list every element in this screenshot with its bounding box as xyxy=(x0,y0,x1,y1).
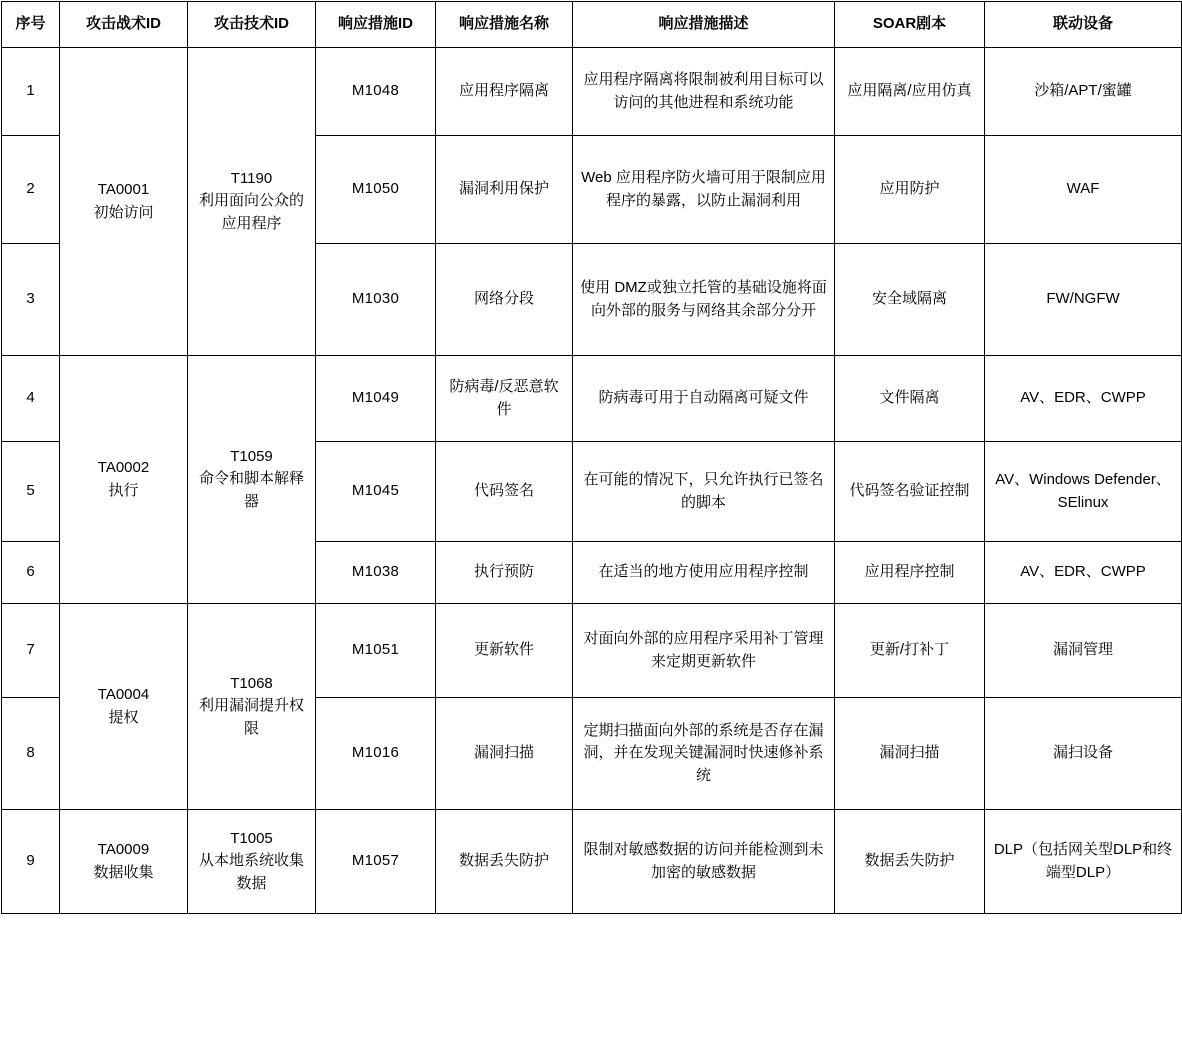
cell-technique-id: T1059 命令和脚本解释器 xyxy=(188,356,316,604)
cell-linked-device: 沙箱/APT/蜜罐 xyxy=(985,48,1182,136)
table-body xyxy=(2,48,1182,914)
cell-soar-playbook: 漏洞扫描 xyxy=(835,698,985,810)
column-header-technique-id: 攻击技术ID xyxy=(188,2,316,48)
column-header-linked-device: 联动设备 xyxy=(985,2,1182,48)
cell-measure-id: M1016 xyxy=(316,698,436,810)
column-header-measure-id: 响应措施ID xyxy=(316,2,436,48)
cell-measure-name: 漏洞扫描 xyxy=(436,698,573,810)
cell-measure-name: 更新软件 xyxy=(436,604,573,698)
cell-linked-device: 漏扫设备 xyxy=(985,698,1182,810)
table-header xyxy=(2,2,1182,48)
cell-index: 2 xyxy=(2,136,60,244)
cell-linked-device: AV、Windows Defender、SElinux xyxy=(985,442,1182,542)
cell-index: 1 xyxy=(2,48,60,136)
cell-index: 8 xyxy=(2,698,60,810)
table-row xyxy=(2,356,1182,442)
table-header-row xyxy=(2,2,1182,48)
cell-soar-playbook: 更新/打补丁 xyxy=(835,604,985,698)
cell-measure-name: 防病毒/反恶意软件 xyxy=(436,356,573,442)
cell-tactic-id: TA0001 初始访问 xyxy=(60,48,188,356)
cell-index: 9 xyxy=(2,810,60,914)
cell-linked-device: AV、EDR、CWPP xyxy=(985,542,1182,604)
cell-index: 6 xyxy=(2,542,60,604)
column-header-measure-description: 响应措施描述 xyxy=(573,2,835,48)
cell-soar-playbook: 应用防护 xyxy=(835,136,985,244)
column-header-measure-name: 响应措施名称 xyxy=(436,2,573,48)
cell-measure-description: 防病毒可用于自动隔离可疑文件 xyxy=(573,356,835,442)
cell-measure-id: M1045 xyxy=(316,442,436,542)
cell-measure-id: M1038 xyxy=(316,542,436,604)
column-header-index: 序号 xyxy=(2,2,60,48)
cell-measure-name: 数据丢失防护 xyxy=(436,810,573,914)
cell-measure-id: M1051 xyxy=(316,604,436,698)
cell-linked-device: DLP（包括网关型DLP和终端型DLP） xyxy=(985,810,1182,914)
cell-measure-description: 应用程序隔离将限制被利用目标可以访问的其他进程和系统功能 xyxy=(573,48,835,136)
cell-technique-id: T1068 利用漏洞提升权限 xyxy=(188,604,316,810)
cell-tactic-id: TA0009 数据收集 xyxy=(60,810,188,914)
cell-index: 5 xyxy=(2,442,60,542)
cell-measure-description: 在可能的情况下，只允许执行已签名的脚本 xyxy=(573,442,835,542)
cell-measure-name: 漏洞利用保护 xyxy=(436,136,573,244)
column-header-soar-playbook: SOAR剧本 xyxy=(835,2,985,48)
table-row xyxy=(2,604,1182,698)
cell-linked-device: AV、EDR、CWPP xyxy=(985,356,1182,442)
cell-linked-device: 漏洞管理 xyxy=(985,604,1182,698)
cell-soar-playbook: 代码签名验证控制 xyxy=(835,442,985,542)
cell-measure-id: M1057 xyxy=(316,810,436,914)
cell-measure-name: 应用程序隔离 xyxy=(436,48,573,136)
cell-measure-id: M1050 xyxy=(316,136,436,244)
table-row xyxy=(2,48,1182,136)
cell-measure-name: 网络分段 xyxy=(436,244,573,356)
table-row xyxy=(2,810,1182,914)
cell-measure-description: 使用 DMZ或独立托管的基础设施将面向外部的服务与网络其余部分分开 xyxy=(573,244,835,356)
cell-technique-id: T1005 从本地系统收集数据 xyxy=(188,810,316,914)
cell-index: 7 xyxy=(2,604,60,698)
cell-measure-description: 定期扫描面向外部的系统是否存在漏洞，并在发现关键漏洞时快速修补系统 xyxy=(573,698,835,810)
response-measures-table xyxy=(1,1,1182,914)
cell-linked-device: WAF xyxy=(985,136,1182,244)
cell-measure-description: 限制对敏感数据的访问并能检测到未加密的敏感数据 xyxy=(573,810,835,914)
cell-index: 3 xyxy=(2,244,60,356)
cell-measure-description: 对面向外部的应用程序采用补丁管理来定期更新软件 xyxy=(573,604,835,698)
cell-measure-id: M1030 xyxy=(316,244,436,356)
cell-soar-playbook: 应用程序控制 xyxy=(835,542,985,604)
cell-measure-description: Web 应用程序防火墙可用于限制应用程序的暴露，以防止漏洞利用 xyxy=(573,136,835,244)
cell-soar-playbook: 文件隔离 xyxy=(835,356,985,442)
cell-measure-name: 执行预防 xyxy=(436,542,573,604)
cell-index: 4 xyxy=(2,356,60,442)
cell-measure-id: M1048 xyxy=(316,48,436,136)
cell-linked-device: FW/NGFW xyxy=(985,244,1182,356)
cell-technique-id: T1190 利用面向公众的应用程序 xyxy=(188,48,316,356)
cell-tactic-id: TA0002 执行 xyxy=(60,356,188,604)
cell-soar-playbook: 安全域隔离 xyxy=(835,244,985,356)
cell-measure-name: 代码签名 xyxy=(436,442,573,542)
cell-measure-description: 在适当的地方使用应用程序控制 xyxy=(573,542,835,604)
cell-soar-playbook: 数据丢失防护 xyxy=(835,810,985,914)
cell-measure-id: M1049 xyxy=(316,356,436,442)
cell-tactic-id: TA0004 提权 xyxy=(60,604,188,810)
cell-soar-playbook: 应用隔离/应用仿真 xyxy=(835,48,985,136)
column-header-tactic-id: 攻击战术ID xyxy=(60,2,188,48)
